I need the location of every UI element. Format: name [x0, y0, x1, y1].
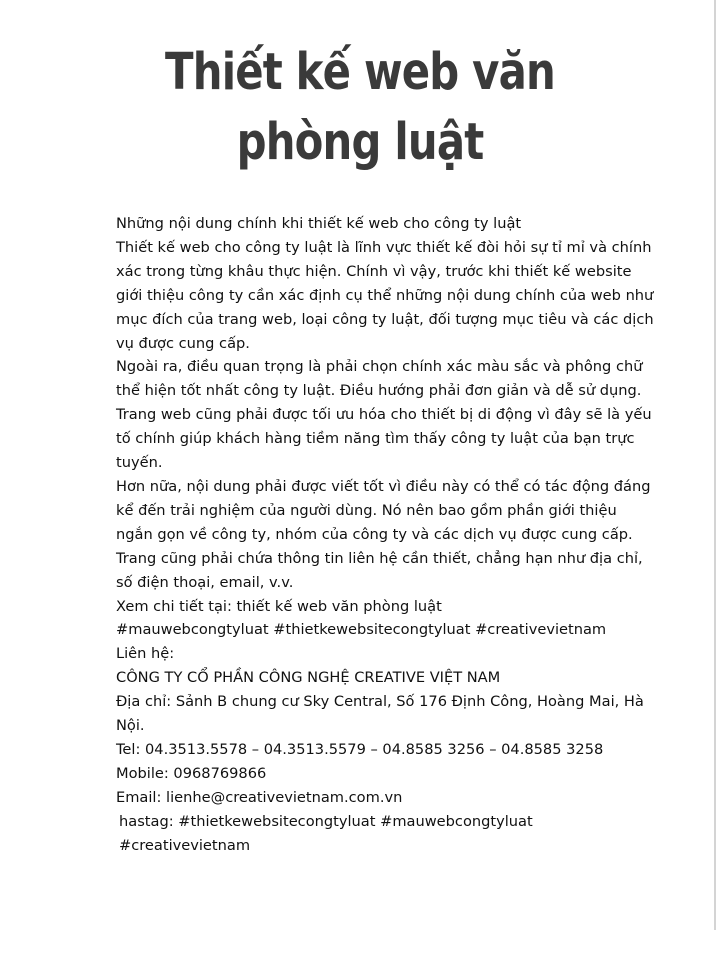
address-line: Địa chỉ: Sảnh B chung cư Sky Central, Số 176 Định Công, Hoàng Mai, Hà Nội. — [116, 693, 644, 735]
contact-label: Liên hệ: — [116, 645, 175, 663]
article-body — [116, 212, 656, 857]
email-line: Email: lienhe@creativevietnam.com.vn — [116, 788, 403, 806]
mobile-line: Mobile: 0968769866 — [116, 764, 267, 782]
section-heading: Những nội dung chính khi thiết kế web cho công ty luật — [116, 215, 522, 232]
paragraph-content: Hơn nữa, nội dung phải được viết tốt vì điều này có thể có tác động đáng kể đến trải nghiệm của người dùng. Nó nên bao gồm phần giới thiệu ngắn gọn về công ty, nhóm của công ty và các dịch vụ được cung cấp. Trang cũng phải chứa thông tin liên hệ cần thiết, chẳng hạn như địa chỉ, số điện thoại, email, v.v. — [116, 477, 651, 591]
paragraph-intro: Thiết kế web cho công ty luật là lĩnh vực thiết kế đòi hỏi sự tỉ mỉ và chính xác trong từng khâu thực hiện. Chính vì vậy, trước khi thiết kế website giới thiệu công ty cần xác định cụ thể những nội dung chính của web như mục đích của trang web, loại công ty luật, đối tượng mục tiêu và các dịch vụ được cung cấp. — [116, 238, 654, 352]
paragraph-design: Ngoài ra, điều quan trọng là phải chọn chính xác màu sắc và phông chữ thể hiện tốt nhất công ty luật. Điều hướng phải đơn giản và dễ sử dụng. Trang web cũng phải được tối ưu hóa cho thiết bị di động vì đây sẽ là yếu tố chính giúp khách hàng tiềm năng tìm thấy công ty luật của bạn trực tuyến. — [116, 358, 652, 472]
hashtag-line: #mauwebcongtyluat #thietkewebsitecongtyluat #creativevietnam — [116, 621, 607, 639]
see-more-line: Xem chi tiết tại: thiết kế web văn phòng luật — [116, 597, 442, 615]
hastag-line: hastag: #thietkewebsitecongtyluat #mauwebcongtyluat #creativevietnam — [119, 812, 533, 854]
page-title: Thiết kế web văn phòng luật — [165, 43, 555, 172]
company-name: CÔNG TY CỔ PHẦN CÔNG NGHỆ CREATIVE VIỆT NAM — [116, 669, 501, 687]
tel-line: Tel: 04.3513.5578 – 04.3513.5579 – 04.8585 3256 – 04.8585 3258 — [116, 740, 604, 758]
